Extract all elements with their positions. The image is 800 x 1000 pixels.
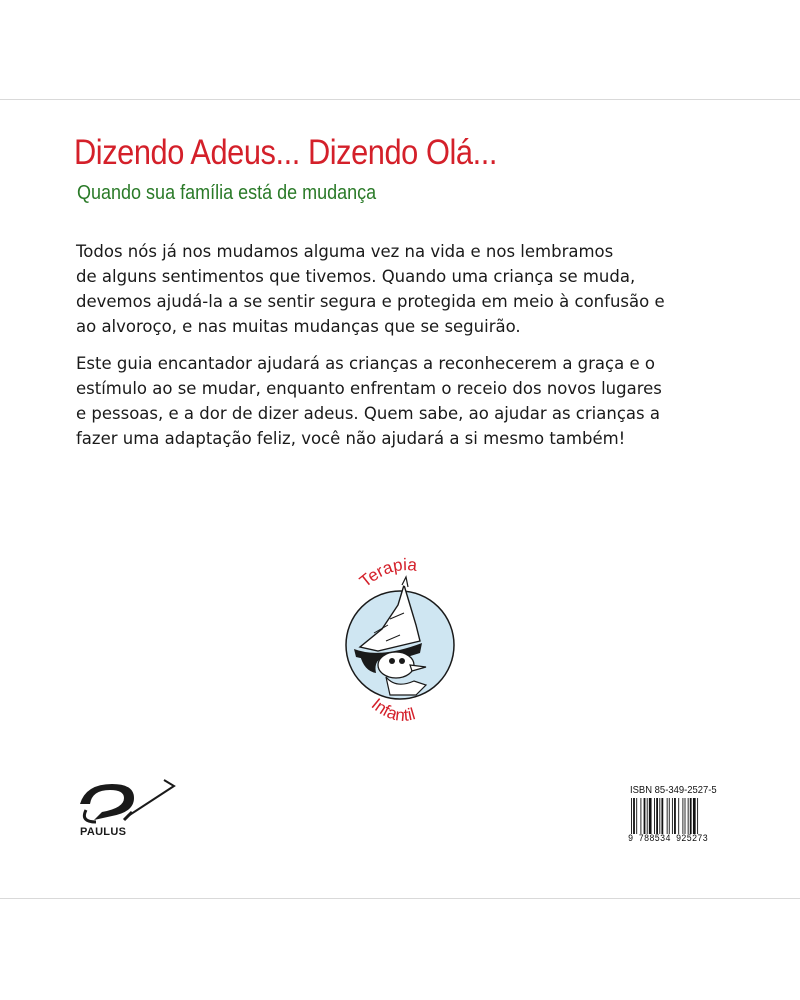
blurb-paragraph-2 [76, 351, 662, 451]
book-title: Dizendo Adeus... Dizendo Olá... [74, 133, 497, 172]
blurb-line: fazer uma adaptação feliz, você não ajudará a si mesmo também! [76, 429, 626, 448]
blurb-line: ao alvoroço, e nas muitas mudanças que se seguirão. [76, 317, 521, 336]
blurb-line: Este guia encantador ajudará as crianças a reconhecerem a graça e o [76, 354, 655, 373]
series-logo-graphic [330, 555, 470, 725]
blurb-line: e pessoas, e a dor de dizer adeus. Quem sabe, ao ajudar as crianças a [76, 404, 660, 423]
barcode-digits: 9 788534 925273 [628, 833, 708, 845]
blurb-line: de alguns sentimentos que tivemos. Quando uma criança se muda, [76, 267, 636, 286]
series-bottom-word: Infantil [367, 694, 418, 725]
book-subtitle: Quando sua família está de mudança [77, 182, 377, 204]
blurb-line: devemos ajudá-la a se sentir segura e protegida em meio à confusão e [76, 292, 665, 311]
blurb-line: Todos nós já nos mudamos alguma vez na vida e nos lembramos [76, 242, 614, 261]
terapia-infantil-logo [330, 555, 470, 725]
isbn-label: ISBN 85-349-2527-5 [630, 784, 717, 796]
series-top-word: Terapia [355, 555, 419, 591]
publisher-name: PAULUS [80, 826, 127, 838]
blurb-paragraph-1 [76, 239, 665, 339]
isbn-barcode [630, 798, 725, 836]
blurb-line: estímulo ao se mudar, enquanto enfrentam o receio dos novos lugares [76, 379, 662, 398]
